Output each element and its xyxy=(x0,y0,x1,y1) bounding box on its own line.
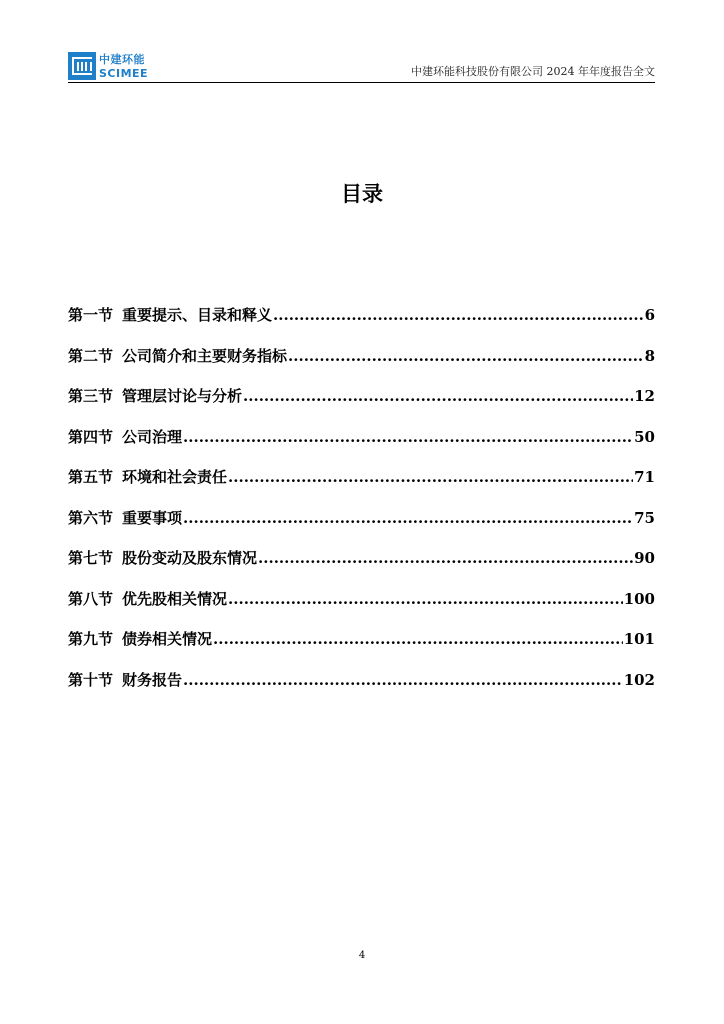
toc-section-number: 第十节 xyxy=(68,670,114,689)
toc-section-number: 第三节 xyxy=(68,387,114,405)
toc-section-number: 第四节 xyxy=(68,427,114,446)
toc-item[interactable] xyxy=(68,588,655,629)
toc-leader-dots xyxy=(183,671,623,689)
toc-section-label: 管理层讨论与分析 xyxy=(122,387,243,405)
toc-page-number: 8 xyxy=(644,346,655,365)
toc-section-label: 优先股相关情况 xyxy=(122,589,228,608)
toc-section-label: 债券相关情况 xyxy=(122,630,213,648)
toc-page-number: 102 xyxy=(623,670,655,689)
toc-leader-dots xyxy=(243,387,633,405)
toc-page-number: 71 xyxy=(634,468,655,486)
report-header-title: 中建环能科技股份有限公司 2024 年年度报告全文 xyxy=(411,65,655,78)
toc-section-number: 第一节 xyxy=(68,306,114,324)
toc-item[interactable] xyxy=(68,304,655,345)
toc-leader-dots xyxy=(258,549,633,567)
logo-en-text: SCIMEE xyxy=(99,66,149,80)
toc-section-number: 第五节 xyxy=(68,468,114,486)
toc-item[interactable] xyxy=(68,345,655,386)
toc-section-label: 环境和社会责任 xyxy=(122,468,228,486)
toc-leader-dots xyxy=(288,347,644,365)
toc-item[interactable] xyxy=(68,669,655,710)
page-number: 4 xyxy=(358,950,366,961)
toc-page-number: 75 xyxy=(634,508,655,527)
toc-page-number: 12 xyxy=(634,387,655,405)
toc-section-label: 重要提示、目录和释义 xyxy=(122,306,273,324)
company-logo xyxy=(68,52,148,80)
toc-section-label: 重要事项 xyxy=(122,508,183,527)
toc-leader-dots xyxy=(183,428,633,446)
toc-item[interactable] xyxy=(68,385,655,426)
toc-item[interactable] xyxy=(68,547,655,588)
toc-section-number: 第二节 xyxy=(68,346,114,365)
toc-item[interactable] xyxy=(68,628,655,669)
toc-item[interactable] xyxy=(68,426,655,467)
toc-leader-dots xyxy=(228,468,633,486)
logo-cn-text: 中建环能 xyxy=(99,52,145,66)
toc-section-label: 公司简介和主要财务指标 xyxy=(122,346,288,365)
toc-leader-dots xyxy=(273,306,644,324)
toc-page-number: 100 xyxy=(623,589,655,608)
toc-section-number: 第七节 xyxy=(68,549,114,567)
toc-section-number: 第八节 xyxy=(68,589,114,608)
toc-leader-dots xyxy=(228,590,623,608)
toc-page-number: 90 xyxy=(634,549,655,567)
toc-section-label: 财务报告 xyxy=(122,670,183,689)
toc-section-number: 第六节 xyxy=(68,508,114,527)
toc-page-number: 6 xyxy=(644,306,655,324)
toc-section-label: 公司治理 xyxy=(122,427,183,446)
logo-mark-icon xyxy=(68,52,96,80)
toc-page-number: 101 xyxy=(623,630,655,648)
toc-title: 目录 xyxy=(341,181,383,206)
table-of-contents xyxy=(68,304,655,709)
toc-section-label: 股份变动及股东情况 xyxy=(122,549,258,567)
toc-leader-dots xyxy=(213,630,623,648)
toc-item[interactable] xyxy=(68,466,655,507)
page-header xyxy=(68,50,655,83)
toc-page-number: 50 xyxy=(634,427,655,446)
toc-leader-dots xyxy=(183,509,633,527)
toc-section-number: 第九节 xyxy=(68,630,114,648)
toc-item[interactable] xyxy=(68,507,655,548)
